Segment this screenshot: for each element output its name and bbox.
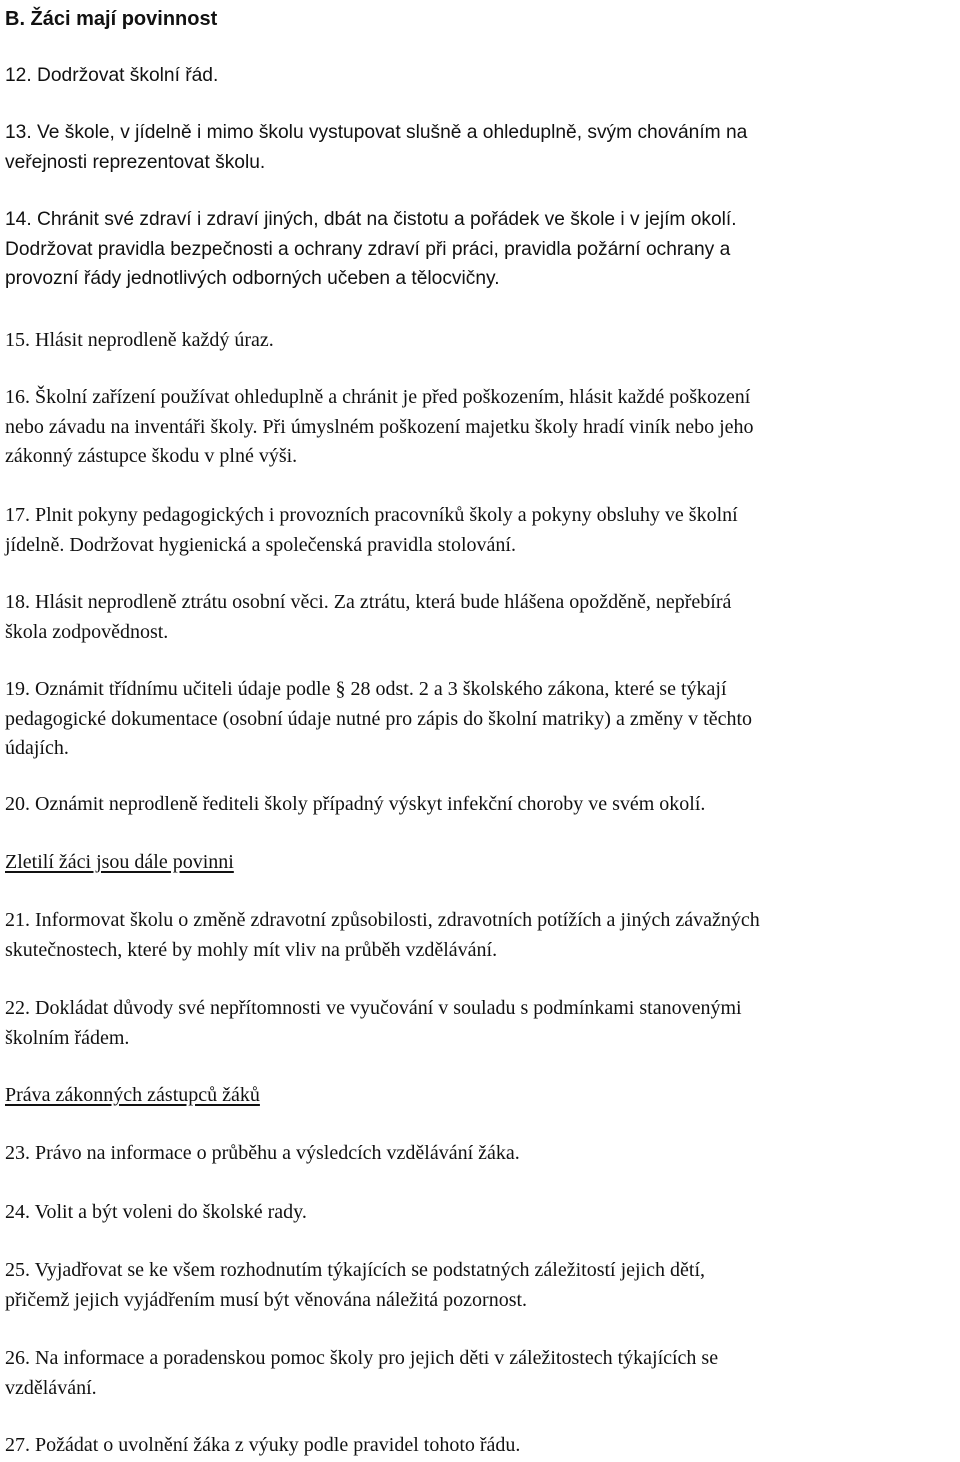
- rule-line: 25. Vyjadřovat se ke všem rozhodnutím týkajících se podstatných záležitostí jejich dětí,: [5, 1259, 706, 1281]
- rule-line: přičemž jejich vyjádřením musí být věnována náležitá pozornost.: [5, 1288, 528, 1311]
- rule-line: zákonný zástupce škodu v plné výši.: [5, 445, 298, 467]
- rule-item-23: [5, 1139, 957, 1169]
- rule-line: 19. Oznámit třídnímu učiteli údaje podle § 28 odst. 2 a 3 školského zákona, které se týkají: [5, 678, 727, 700]
- rule-line: 24. Volit a být voleni do školské rady.: [5, 1201, 307, 1223]
- rule-line: provozní řády jednotlivých odborných učeben a tělocvičny.: [5, 268, 500, 289]
- subsection-title: Práva zákonných zástupců žáků: [5, 1084, 260, 1106]
- rule-item-18: [5, 588, 957, 647]
- rule-item-21: [5, 906, 957, 965]
- subsection-title: Zletilí žáci jsou dále povinni: [5, 851, 234, 873]
- rule-line: 17. Plnit pokyny pedagogických i provozních pracovníků školy a pokyny obsluhy ve školní: [5, 504, 738, 526]
- rule-item-15: [5, 326, 957, 356]
- rule-line: 23. Právo na informace o průběhu a výsledcích vzdělávání žáka.: [5, 1142, 520, 1164]
- rule-item-14: [5, 205, 957, 294]
- rule-line: Dodržovat pravidla bezpečnosti a ochrany zdraví při práci, pravidla požární ochrany a: [5, 238, 731, 260]
- rule-line: 20. Oznámit neprodleně řediteli školy případný výskyt infekční choroby ve svém okolí.: [5, 793, 706, 815]
- rule-item-24: [5, 1198, 957, 1228]
- rule-line: skutečnostech, které by mohly mít vliv na průběh vzdělávání.: [5, 938, 498, 961]
- rule-line: 14. Chránit své zdraví i zdraví jiných, dbát na čistotu a pořádek ve škole i v jejím okolí.: [5, 209, 737, 230]
- rule-line: 16. Školní zařízení používat ohleduplně a chránit je před poškozením, hlásit každé poškození: [5, 386, 751, 408]
- rule-item-20: [5, 790, 957, 820]
- rule-line: pedagogické dokumentace (osobní údaje nutné pro zápis do školní matriky) a změny v těchto: [5, 707, 753, 730]
- rule-line: veřejnosti reprezentovat školu.: [5, 151, 266, 173]
- rule-line: 26. Na informace a poradenskou pomoc školy pro jejich děti v záležitostech týkajících se: [5, 1347, 719, 1369]
- rule-line: 12. Dodržovat školní řád.: [5, 65, 219, 86]
- rule-line: škola zodpovědnost.: [5, 620, 169, 643]
- rule-item-22: [5, 994, 957, 1053]
- rule-item-13: [5, 118, 957, 177]
- rule-item-27: [5, 1431, 957, 1461]
- rule-line: 27. Požádat o uvolnění žáka z výuky podle pravidel tohoto řádu.: [5, 1434, 521, 1456]
- rule-line: 15. Hlásit neprodleně každý úraz.: [5, 329, 274, 351]
- rule-item-16: [5, 383, 957, 472]
- rule-item-25: [5, 1256, 957, 1315]
- rule-line: 21. Informovat školu o změně zdravotní způsobilosti, zdravotních potížích a jiných závažných: [5, 909, 760, 931]
- rule-item-12: [5, 61, 957, 91]
- rule-line: školním řádem.: [5, 1026, 130, 1049]
- rule-line: jídelně. Dodržovat hygienická a společenská pravidla stolování.: [5, 533, 516, 556]
- rule-item-19: [5, 675, 957, 764]
- section-heading: B. Žáci mají povinnost: [5, 8, 218, 30]
- subsection-title-guardian-rights: [5, 1081, 957, 1111]
- rule-item-17: [5, 501, 957, 560]
- rule-line: 13. Ve škole, v jídelně i mimo školu vystupovat slušně a ohleduplně, svým chováním na: [5, 122, 748, 143]
- subsection-title-adult-pupils: [5, 848, 957, 878]
- rule-line: údajích.: [5, 737, 69, 759]
- rule-line: nebo závadu na inventáři školy. Při úmyslném poškození majetku školy hradí viník nebo jeho: [5, 415, 754, 438]
- rule-line: 22. Dokládat důvody své nepřítomnosti ve vyučování v souladu s podmínkami stanovenými: [5, 997, 742, 1019]
- rule-line: vzdělávání.: [5, 1376, 97, 1399]
- rule-item-26: [5, 1344, 957, 1403]
- rule-line: 18. Hlásit neprodleně ztrátu osobní věci. Za ztrátu, která bude hlášena opožděně, nepřebírá: [5, 591, 732, 613]
